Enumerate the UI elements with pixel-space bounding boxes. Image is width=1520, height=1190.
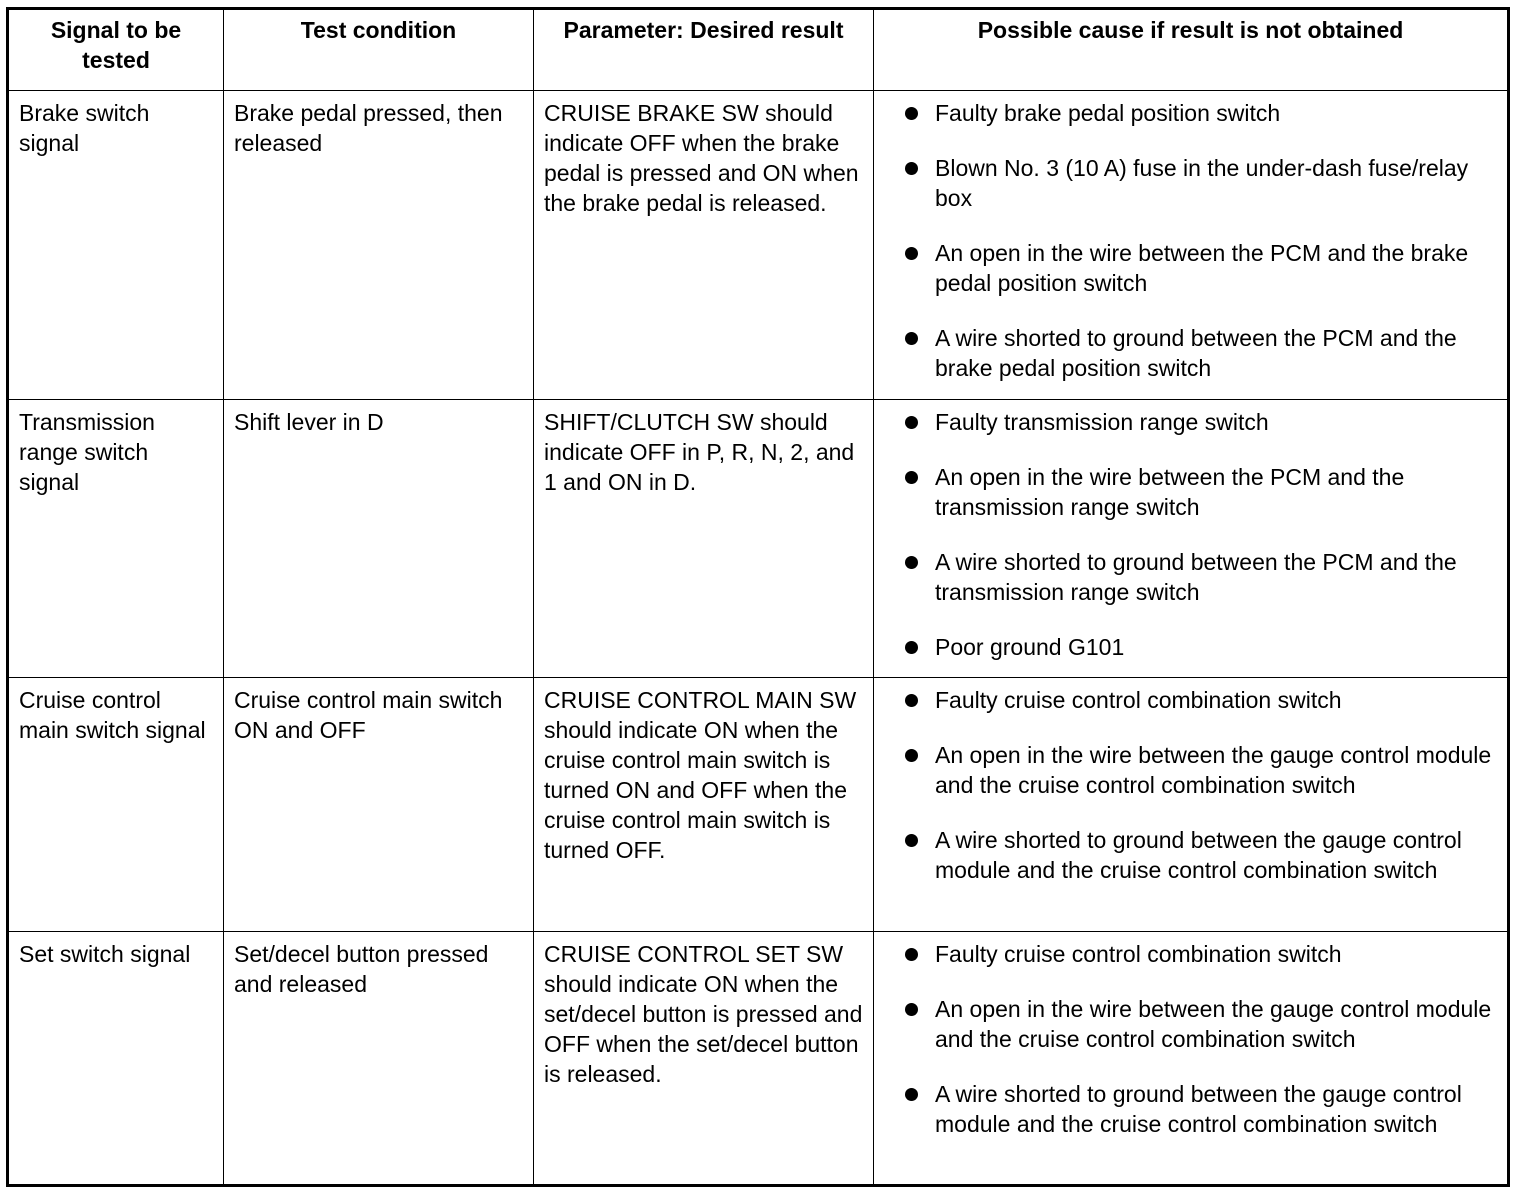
parameter-cell: CRUISE BRAKE SW should indicate OFF when the brake pedal is pressed and ON when the brake pedal is released. — [534, 91, 874, 400]
cause-item — [884, 98, 1497, 128]
diagnostic-table — [6, 7, 1510, 1187]
cause-item — [884, 323, 1497, 383]
bullet-icon — [905, 948, 918, 961]
table-row — [8, 932, 1509, 1186]
cause-item — [884, 632, 1497, 662]
signal-cell: Transmission range switch signal — [8, 400, 224, 678]
cause-item — [884, 685, 1497, 715]
cause-text: A wire shorted to ground between the PCM and the transmission range switch — [935, 549, 1457, 605]
cause-list — [884, 939, 1497, 1139]
cause-cell — [874, 678, 1509, 932]
cause-list — [884, 407, 1497, 662]
parameter-cell: SHIFT/CLUTCH SW should indicate OFF in P, R, N, 2, and 1 and ON in D. — [534, 400, 874, 678]
cause-text: Blown No. 3 (10 A) fuse in the under-dash fuse/relay box — [935, 155, 1469, 211]
bullet-icon — [905, 107, 918, 120]
bullet-icon — [905, 471, 918, 484]
condition-cell: Brake pedal pressed, then released — [224, 91, 534, 400]
bullet-icon — [905, 641, 918, 654]
condition-cell: Cruise control main switch ON and OFF — [224, 678, 534, 932]
header-condition: Test condition — [224, 9, 534, 91]
cause-list — [884, 685, 1497, 885]
cause-text: Poor ground G101 — [935, 634, 1125, 660]
condition-cell: Set/decel button pressed and released — [224, 932, 534, 1186]
header-cause: Possible cause if result is not obtained — [874, 9, 1509, 91]
bullet-icon — [905, 162, 918, 175]
cause-text: An open in the wire between the gauge control module and the cruise control combination switch — [935, 742, 1492, 798]
header-signal: Signal to be tested — [8, 9, 224, 91]
bullet-icon — [905, 694, 918, 707]
cause-text: Faulty cruise control combination switch — [935, 687, 1342, 713]
cause-text: A wire shorted to ground between the gauge control module and the cruise control combination switch — [935, 1081, 1462, 1137]
header-parameter: Parameter: Desired result — [534, 9, 874, 91]
cause-text: An open in the wire between the PCM and the transmission range switch — [935, 464, 1405, 520]
parameter-cell: CRUISE CONTROL MAIN SW should indicate ON when the cruise control main switch is turned ON and OFF when the cruise control main switch is turned OFF. — [534, 678, 874, 932]
bullet-icon — [905, 834, 918, 847]
cause-item — [884, 238, 1497, 298]
signal-cell: Cruise control main switch signal — [8, 678, 224, 932]
cause-item — [884, 825, 1497, 885]
cause-text: A wire shorted to ground between the gauge control module and the cruise control combination switch — [935, 827, 1462, 883]
cause-item — [884, 939, 1497, 969]
header-row — [8, 9, 1509, 91]
cause-item — [884, 994, 1497, 1054]
cause-item — [884, 407, 1497, 437]
cause-item — [884, 153, 1497, 213]
cause-text: Faulty transmission range switch — [935, 409, 1269, 435]
bullet-icon — [905, 556, 918, 569]
bullet-icon — [905, 1088, 918, 1101]
cause-text: Faulty cruise control combination switch — [935, 941, 1342, 967]
cause-text: Faulty brake pedal position switch — [935, 100, 1281, 126]
signal-cell: Brake switch signal — [8, 91, 224, 400]
bullet-icon — [905, 416, 918, 429]
table-row — [8, 400, 1509, 678]
cause-cell — [874, 932, 1509, 1186]
cause-text: An open in the wire between the PCM and the brake pedal position switch — [935, 240, 1469, 296]
cause-cell — [874, 91, 1509, 400]
table-row — [8, 91, 1509, 400]
bullet-icon — [905, 1003, 918, 1016]
bullet-icon — [905, 332, 918, 345]
cause-list — [884, 98, 1497, 383]
table-row — [8, 678, 1509, 932]
bullet-icon — [905, 247, 918, 260]
parameter-cell: CRUISE CONTROL SET SW should indicate ON when the set/decel button is pressed and OFF when the set/decel button is released. — [534, 932, 874, 1186]
cause-item — [884, 1079, 1497, 1139]
cause-text: A wire shorted to ground between the PCM and the brake pedal position switch — [935, 325, 1457, 381]
condition-cell: Shift lever in D — [224, 400, 534, 678]
cause-item — [884, 547, 1497, 607]
cause-item — [884, 462, 1497, 522]
cause-cell — [874, 400, 1509, 678]
cause-item — [884, 740, 1497, 800]
cause-text: An open in the wire between the gauge control module and the cruise control combination switch — [935, 996, 1492, 1052]
bullet-icon — [905, 749, 918, 762]
signal-cell: Set switch signal — [8, 932, 224, 1186]
